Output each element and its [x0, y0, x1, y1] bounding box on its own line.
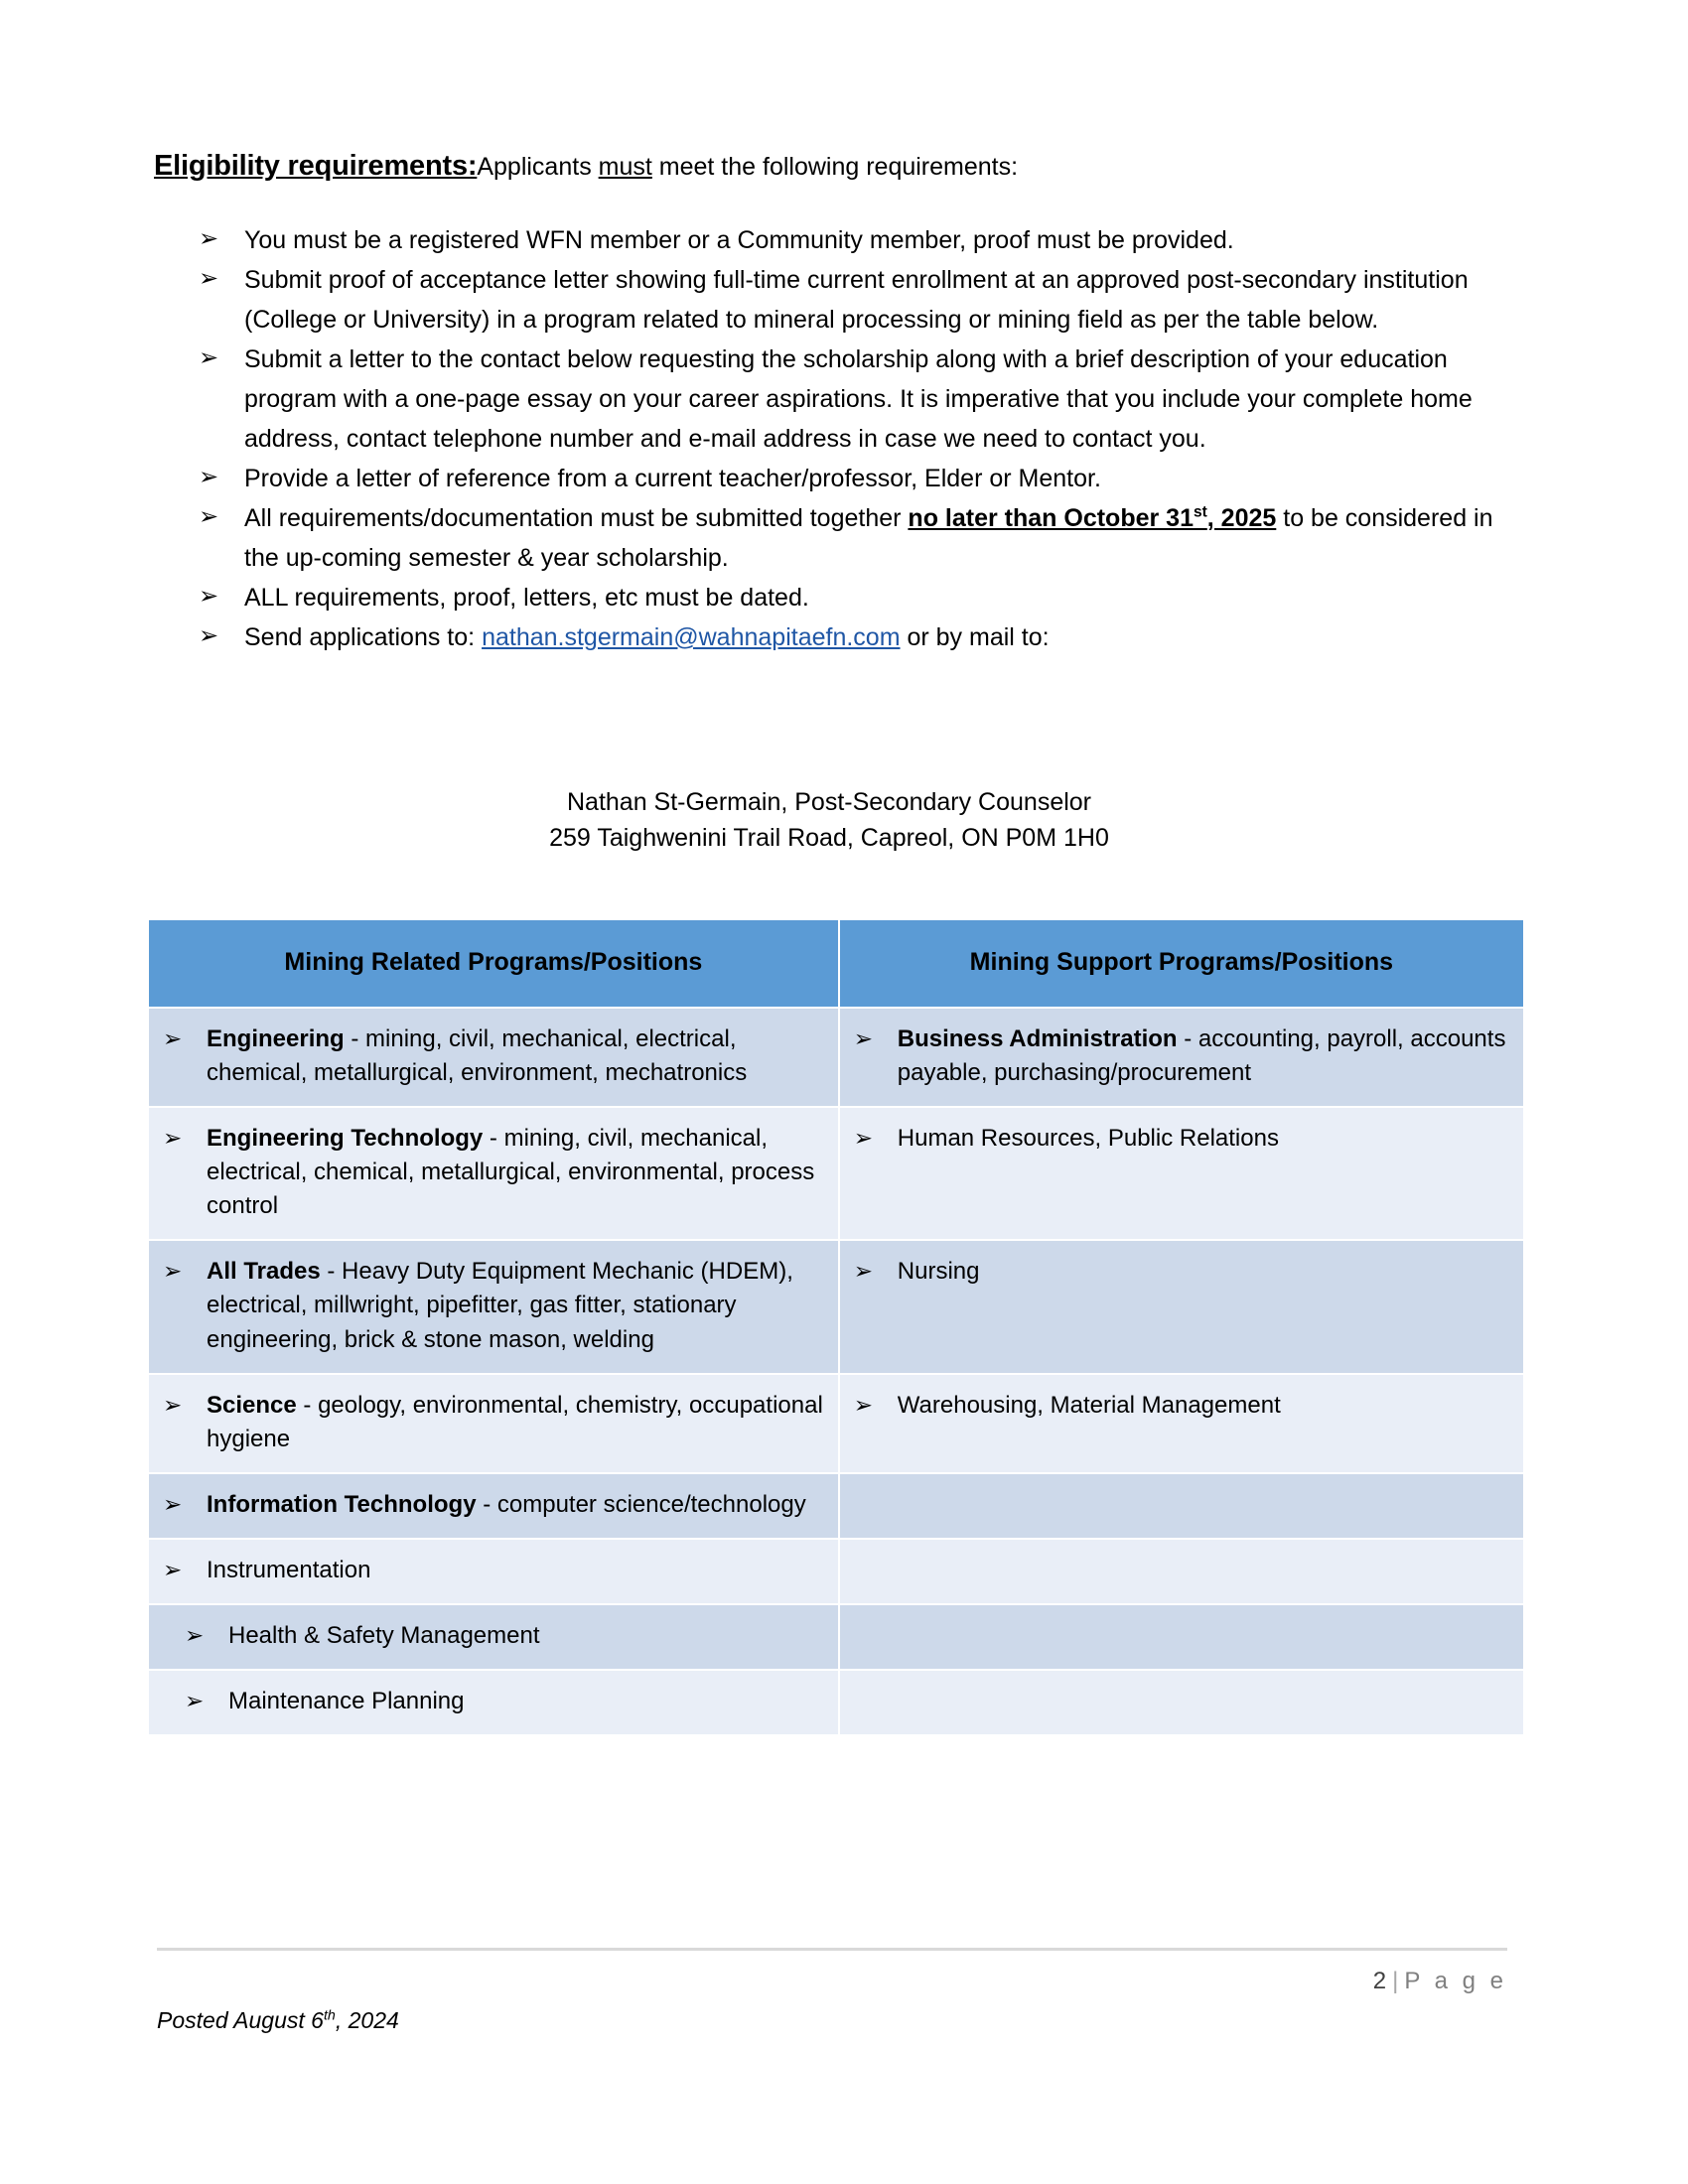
- deadline-suffix: to be considered in the up-coming semester & year scholarship.: [244, 504, 1493, 572]
- arrow-bullet-icon: ➢: [163, 1490, 183, 1517]
- requirement-item: [199, 340, 1509, 459]
- requirement-item-deadline: [199, 498, 1509, 578]
- deadline-date: no later than October 31: [908, 504, 1194, 532]
- table-row: [148, 1107, 1524, 1240]
- program-description: - mining, civil, mechanical, electrical, chemical, metallurgical, environment, mechatronics: [207, 1025, 748, 1087]
- email-prefix: Send applications to:: [244, 623, 483, 651]
- table-row: [148, 1604, 1524, 1670]
- footer-divider: [157, 1948, 1507, 1951]
- column-header-mining-related: Mining Related Programs/Positions: [148, 919, 839, 1008]
- program-text: [898, 1023, 1509, 1090]
- program-entry: [163, 1122, 824, 1223]
- programs-table: [147, 918, 1525, 1736]
- program-text: [898, 1122, 1509, 1156]
- program-entry: [163, 1685, 824, 1718]
- arrow-bullet-icon: ➢: [185, 1621, 205, 1648]
- program-entry: [163, 1619, 824, 1653]
- arrow-bullet-icon: ➢: [163, 1025, 183, 1051]
- cell-mining-support: [839, 1107, 1524, 1240]
- eligibility-requirements-list: [199, 220, 1509, 657]
- arrow-bullet-icon: ➢: [163, 1556, 183, 1582]
- requirement-text: You must be a registered WFN member or a Community member, proof must be provided.: [244, 226, 1234, 254]
- cell-mining-related: [148, 1604, 839, 1670]
- program-term: Nursing: [897, 1258, 980, 1286]
- cell-mining-related: [148, 1473, 839, 1539]
- posted-suffix: , 2024: [335, 2007, 399, 2033]
- cell-mining-related: [148, 1240, 839, 1373]
- program-text: [207, 1255, 824, 1356]
- arrow-bullet-icon: ➢: [853, 1025, 874, 1051]
- program-text: [898, 1255, 1509, 1289]
- cell-mining-support: [839, 1240, 1524, 1373]
- contact-name-title: Nathan St-Germain, Post-Secondary Counselor: [566, 788, 1092, 816]
- arrow-bullet-icon: ➢: [853, 1258, 874, 1285]
- program-description: - Heavy Duty Equipment Mechanic (HDEM), electrical, millwright, pipefitter, gas fitter, stationary engineering, brick & stone mason, welding: [207, 1258, 793, 1353]
- posted-prefix: Posted August 6: [157, 2007, 324, 2033]
- arrow-bullet-icon: ➢: [185, 1688, 205, 1714]
- arrow-bullet-icon: ➢: [199, 503, 219, 530]
- requirement-text: Submit proof of acceptance letter showing full-time current enrollment at an approved post-secondary institution (College or University) in a program related to mineral processing or mining field as per the table below.: [244, 266, 1469, 334]
- cell-mining-support-empty: [839, 1473, 1524, 1539]
- program-description: - accounting, payroll, accounts payable, purchasing/procurement: [897, 1025, 1506, 1087]
- program-term: Engineering Technology: [207, 1125, 484, 1153]
- heading-lead-emphasis: must: [598, 153, 652, 181]
- heading-lead-before: Applicants: [477, 153, 599, 181]
- contact-address: 259 Taighwenini Trail Road, Capreol, ON P0M 1H0: [549, 824, 1109, 853]
- heading-title: Eligibility requirements:: [154, 150, 478, 182]
- program-term: Business Administration: [897, 1025, 1178, 1052]
- table-row: [148, 1539, 1524, 1604]
- heading-lead-after: meet the following requirements:: [651, 153, 1019, 181]
- cell-mining-related: [148, 1539, 839, 1604]
- program-term: Science: [207, 1391, 297, 1419]
- program-term: Human Resources, Public Relations: [897, 1125, 1279, 1153]
- program-text: Maintenance Planning: [228, 1688, 465, 1715]
- program-text: [207, 1023, 824, 1090]
- program-entry: [163, 1488, 824, 1522]
- program-text: [898, 1389, 1509, 1423]
- program-text: Health & Safety Management: [228, 1621, 540, 1649]
- arrow-bullet-icon: ➢: [199, 225, 219, 252]
- cell-mining-related: [148, 1670, 839, 1735]
- requirement-text: ALL requirements, proof, letters, etc must be dated.: [244, 584, 809, 612]
- program-entry: [163, 1255, 824, 1356]
- program-term: Engineering: [207, 1025, 345, 1052]
- cell-mining-support: [839, 1008, 1524, 1107]
- arrow-bullet-icon: ➢: [163, 1125, 183, 1152]
- email-suffix: or by mail to:: [900, 623, 1050, 651]
- arrow-bullet-icon: ➢: [199, 344, 219, 371]
- page-heading: [154, 149, 1504, 184]
- program-entry: [854, 1122, 1509, 1156]
- program-entry: [854, 1389, 1509, 1423]
- page-word: P a g e: [1404, 1968, 1507, 1994]
- arrow-bullet-icon: ➢: [163, 1258, 183, 1285]
- arrow-bullet-icon: ➢: [853, 1125, 874, 1152]
- program-text: [207, 1122, 824, 1223]
- arrow-bullet-icon: ➢: [199, 622, 219, 649]
- program-description: - mining, civil, mechanical, electrical, chemical, metallurgical, environmental, process control: [207, 1125, 815, 1220]
- arrow-bullet-icon: ➢: [199, 583, 219, 610]
- email-link[interactable]: nathan.stgermain@wahnapitaefn.com: [482, 623, 901, 651]
- deadline-ordinal-suffix: st: [1193, 503, 1207, 521]
- column-header-mining-support: Mining Support Programs/Positions: [839, 919, 1524, 1008]
- program-term: All Trades: [207, 1258, 321, 1286]
- table-row: [148, 1670, 1524, 1735]
- posted-ordinal-suffix: th: [323, 2007, 336, 2024]
- table-row: [148, 1473, 1524, 1539]
- arrow-bullet-icon: ➢: [853, 1391, 874, 1418]
- program-text: [207, 1488, 824, 1522]
- requirement-item: [199, 459, 1509, 498]
- program-text: Instrumentation: [207, 1556, 371, 1583]
- program-text: [207, 1389, 824, 1456]
- cell-mining-related: [148, 1374, 839, 1473]
- arrow-bullet-icon: ➢: [163, 1391, 183, 1418]
- cell-mining-support-empty: [839, 1604, 1524, 1670]
- requirement-text: [244, 498, 1509, 578]
- program-entry: [854, 1255, 1509, 1289]
- program-entry: [163, 1554, 824, 1587]
- requirement-item: [199, 578, 1509, 617]
- page-number-footer: [1373, 1968, 1507, 1995]
- cell-mining-support-empty: [839, 1670, 1524, 1735]
- arrow-bullet-icon: ➢: [199, 464, 219, 490]
- posted-date: [157, 2007, 399, 2034]
- program-term: Warehousing, Material Management: [897, 1391, 1281, 1419]
- page-separator: |: [1392, 1968, 1399, 1994]
- program-term: Information Technology: [207, 1490, 477, 1518]
- cell-mining-support: [839, 1374, 1524, 1473]
- table-row: [148, 1008, 1524, 1107]
- requirement-text: Submit a letter to the contact below requesting the scholarship along with a brief description of your education program with a one-page essay on your career aspirations. It is imperative that you include your complete home address, contact telephone number and e-mail address in case we need to contact you.: [244, 345, 1473, 453]
- requirement-text: Provide a letter of reference from a current teacher/professor, Elder or Mentor.: [244, 465, 1101, 492]
- table-row: [148, 1240, 1524, 1373]
- deadline-emphasis: [908, 504, 1276, 532]
- cell-mining-related: [148, 1107, 839, 1240]
- deadline-year: , 2025: [1206, 504, 1277, 532]
- requirement-item: [199, 220, 1509, 260]
- program-description: - computer science/technology: [476, 1490, 806, 1518]
- cell-mining-support-empty: [839, 1539, 1524, 1604]
- cell-mining-related: [148, 1008, 839, 1107]
- contact-block: [154, 784, 1504, 857]
- program-entry: [163, 1389, 824, 1456]
- program-entry: [163, 1023, 824, 1090]
- table-header-row: [148, 919, 1524, 1008]
- table-row: [148, 1374, 1524, 1473]
- requirement-item: [199, 260, 1509, 340]
- deadline-prefix: All requirements/documentation must be submitted together: [244, 504, 909, 532]
- requirement-item-email: [199, 617, 1509, 657]
- requirement-text: [244, 617, 1509, 657]
- page-number: 2: [1372, 1968, 1387, 1994]
- program-description: - geology, environmental, chemistry, occupational hygiene: [207, 1391, 823, 1452]
- program-entry: [854, 1023, 1509, 1090]
- arrow-bullet-icon: ➢: [199, 265, 219, 292]
